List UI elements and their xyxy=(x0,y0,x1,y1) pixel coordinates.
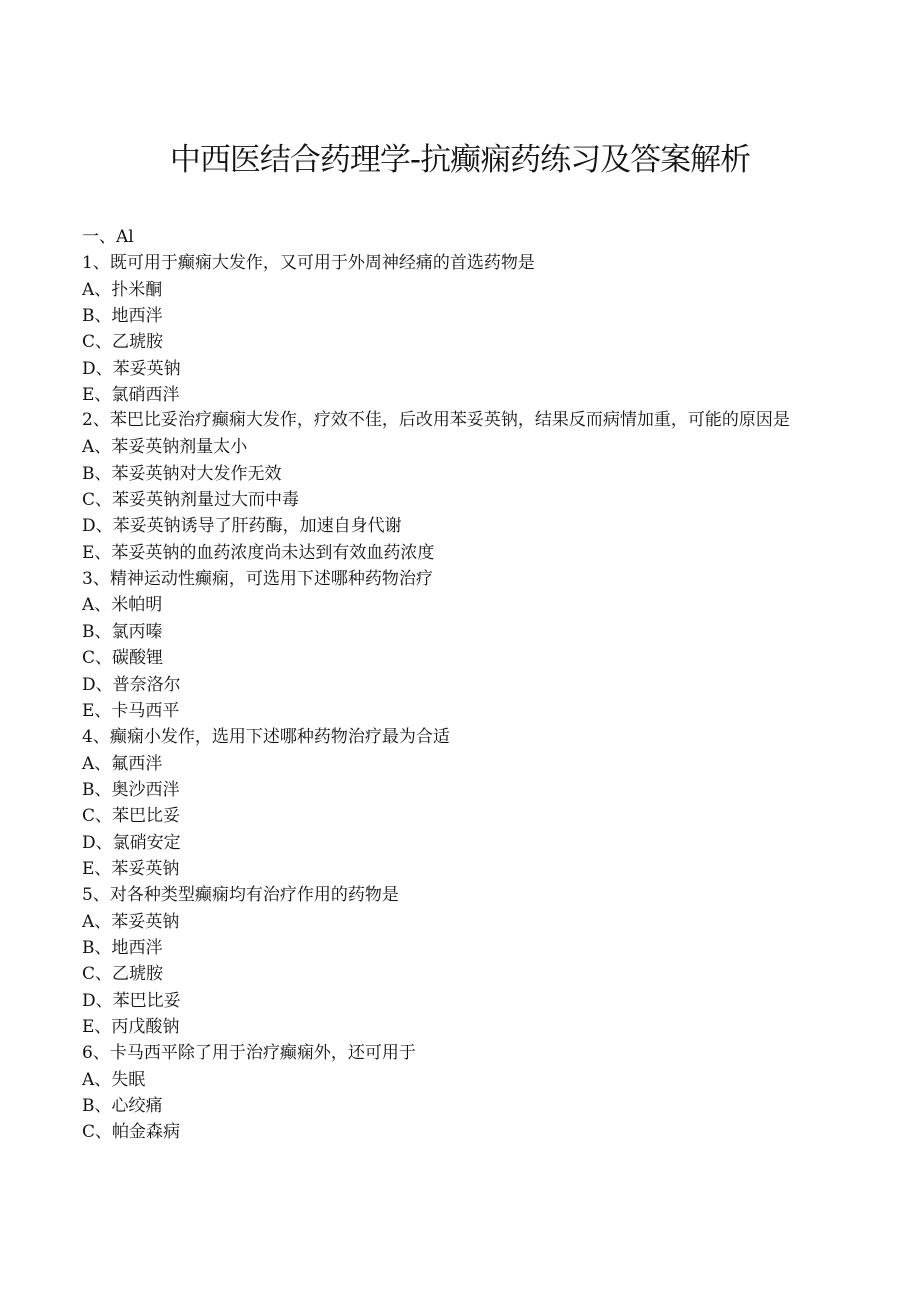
answer-option: A、米帕明 xyxy=(82,595,163,616)
answer-option: A、苯妥英钠剂量太小 xyxy=(82,437,248,458)
answer-option: C、帕金森病 xyxy=(82,1122,181,1143)
answer-option: A、氟西泮 xyxy=(82,753,163,774)
answer-option: E、苯妥英钠的血药浓度尚未达到有效血药浓度 xyxy=(82,542,435,563)
answer-option: E、丙戊酸钠 xyxy=(82,1016,180,1037)
answer-option: D、苯妥英钠 xyxy=(82,358,181,379)
answer-option: B、地西泮 xyxy=(82,306,163,327)
answer-option: C、乙琥胺 xyxy=(82,964,164,985)
answer-option: C、苯妥英钠剂量过大而中毒 xyxy=(82,490,300,511)
answer-option: A、失眠 xyxy=(82,1069,146,1090)
answer-option: B、地西泮 xyxy=(82,937,163,958)
page-title: 中西医结合药理学-抗癫痫药练习及答案解析 xyxy=(169,142,751,178)
answer-option: E、氯硝西泮 xyxy=(82,385,180,406)
answer-option: B、奥沙西泮 xyxy=(82,779,180,800)
question-stem: 1、既可用于癫痫大发作，又可用于外周神经痛的首选药物是 xyxy=(82,253,535,274)
question-stem: 5、对各种类型癫痫均有治疗作用的药物是 xyxy=(82,885,399,906)
question-stem: 2、苯巴比妥治疗癫痫大发作，疗效不佳，后改用苯妥英钠，结果反而病情加重，可能的原因是 xyxy=(82,410,790,431)
answer-option: C、乙琥胺 xyxy=(82,332,164,353)
answer-option: D、氯硝安定 xyxy=(82,832,181,853)
question-stem: 6、卡马西平除了用于治疗癫痫外，还可用于 xyxy=(82,1043,416,1064)
question-3 xyxy=(82,566,834,724)
question-4 xyxy=(82,724,834,882)
question-list xyxy=(82,224,834,1146)
question-1 xyxy=(82,250,834,408)
question-2 xyxy=(82,408,834,566)
answer-option: C、苯巴比妥 xyxy=(82,806,181,827)
section-heading: 一、Al xyxy=(82,227,134,247)
answer-option: B、氯丙嗪 xyxy=(82,621,163,642)
question-5 xyxy=(82,882,834,1040)
answer-option: B、心绞痛 xyxy=(82,1096,163,1116)
question-stem: 3、精神运动性癫痫，可选用下述哪种药物治疗 xyxy=(82,569,433,590)
answer-option: A、苯妥英钠 xyxy=(82,911,180,932)
answer-option: A、扑米酮 xyxy=(82,279,163,300)
answer-option: E、卡马西平 xyxy=(82,700,180,721)
question-stem: 4、癫痫小发作，选用下述哪种药物治疗最为合适 xyxy=(82,727,450,748)
answer-option: B、苯妥英钠对大发作无效 xyxy=(82,463,282,484)
answer-option: D、普奈洛尔 xyxy=(82,674,181,695)
answer-option: C、碳酸锂 xyxy=(82,648,164,669)
answer-option: D、苯巴比妥 xyxy=(82,990,181,1011)
question-6 xyxy=(82,1040,834,1145)
answer-option: E、苯妥英钠 xyxy=(82,858,180,879)
answer-option: D、苯妥英钠诱导了肝药酶，加速自身代谢 xyxy=(82,516,402,537)
